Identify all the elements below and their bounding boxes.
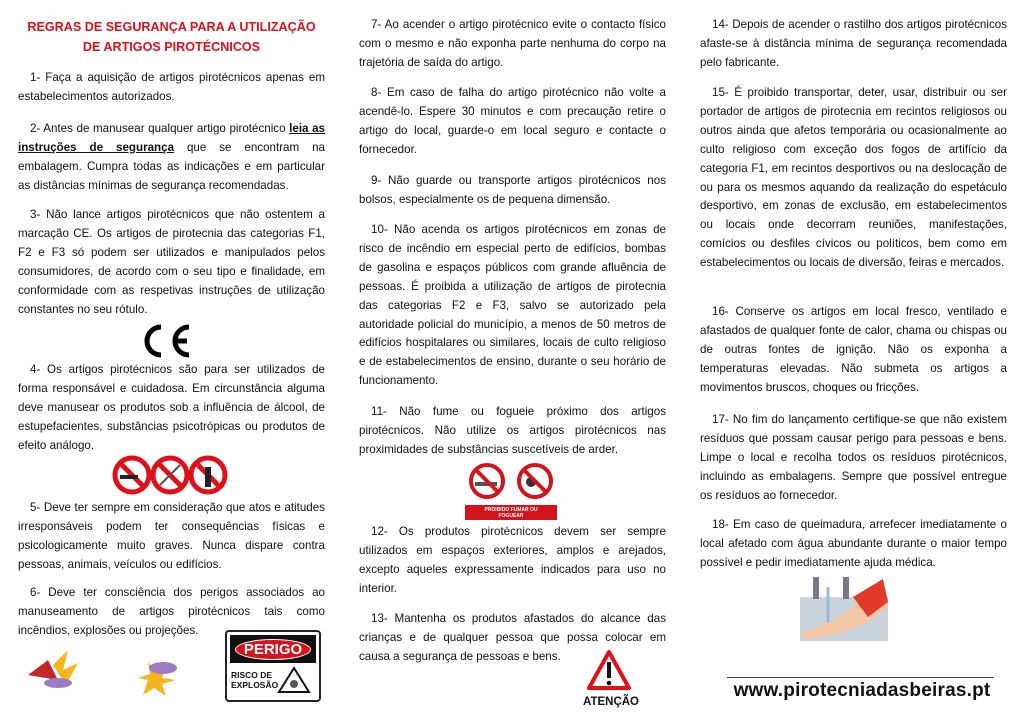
rule-2-emphasis: leia as instruções de segurança (18, 122, 325, 154)
fire-illustration-icon (18, 645, 86, 690)
rule-8: 8- Em caso de falha do artigo pirotécnico não volte a acendê-lo. Espere 30 minutos e com precaução retire o artigo do local, guarde-o em local seguro e contacte o fornecedor. (359, 86, 666, 156)
rule-3: 3- Não lance artigos pirotécnicos que não ostentem a marcação CE. Os artigos de pirotecnia das categorias F1, F2 e F3 só podem ser utilizados e manipulados pelos consumidores, de acordo com o seu tipo e finalidade, em conformidade com as respetivas instruções de utilização constantes no seu rótulo. (18, 208, 325, 316)
burn-treatment-illustration-icon (798, 577, 890, 643)
danger-explosion-sign (225, 630, 321, 702)
ce-mark-icon (137, 323, 193, 359)
rule-14: 14- Depois de acender o rastilho dos artigos pirotécnicos afaste-se à distância mínima de segurança recomendada pelo fabricante. (700, 18, 1007, 69)
website-url[interactable]: www.pirotecniadasbeiras.pt (733, 680, 991, 701)
rule-15: 15- É proibido transportar, deter, usar, distribuir ou ser portador de artigos de pirotecnia em recintos religiosos ou outros ainda que afetos temporária ou ocasionalmente ao culto religioso com exceção dos fogos de artifício da categoria F1, em recintos desportivos ou na deslocação de ou para os mesmos aquando da realização do espetáculo desportivo, em zonas de exclusão, em estabelecimentos ou locais onde decorram reuniões, manifestações, comícios ou desfiles cívicos ou políticos, bem como em estabelecimentos ou locais de diversão, feiras e mercados. (700, 86, 1007, 270)
rule-7: 7- Ao acender o artigo pirotécnico evite o contacto físico com o mesmo e não exponha parte nenhuma do corpo na trajetória de saída do artigo. (359, 18, 666, 69)
perigo-label: PERIGO (235, 639, 311, 660)
attention-label: ATENÇÃO (583, 696, 640, 708)
footer-divider (727, 677, 994, 678)
explosion-warning-icon (277, 666, 311, 694)
proibido-label: PROIBIDO FUMAR OU FOGUEAR (465, 505, 557, 520)
risco-label: RISCO DE EXPLOSÃO (231, 670, 279, 690)
rule-13: 13- Mantenha os produtos afastados do alcance das crianças e de qualquer pessoa que possa colocar em causa a segurança de pessoas e bens. (359, 612, 666, 663)
rule-4: 4- Os artigos pirotécnicos são para ser utilizados de forma responsável e cuidadosa. Em circunstância alguma deve manusear os produtos sob a influência de álcool, de estupefacientes, substâncias psicotrópicas ou produtos de efeito análogo. (18, 363, 325, 452)
rule-2-text-end: que se encontram na embalagem. Cumpra todas as indicações e em particular as distâncias mínimas de segurança recomendadas. (18, 140, 325, 192)
no-smoking-sign (465, 462, 557, 519)
page-title: REGRAS DE SEGURANÇA PARA A UTILIZAÇÃO DE ARTIGOS PIROTÉCNICOS (27, 20, 316, 54)
explosion-illustration-icon (118, 650, 188, 700)
rule-18: 18- Em caso de queimadura, arrefecer imediatamente o local afetado com água abundante durante o maior tempo possível e pedir imediatamente ajuda médica. (700, 518, 1007, 569)
no-smoking-no-fire-icon (465, 462, 557, 500)
rule-10: 10- Não acenda os artigos pirotécnicos em zonas de risco de incêndio em especial perto de edifícios, bombas de gasolina e espaços públicos com grande afluência de pessoas. É proibida a utilização de artigos de pirotecnia das categorias F2 e F3, salvo se autorizado pela autoridade policial do município, a menos de 50 metros de edifícios hospitalares ou similares, locais de culto religioso e de estabelecimentos de ensino, durante o seu horário de funcionamento. (359, 223, 666, 388)
rule-17: 17- No fim do lançamento certifique-se que não existem resíduos que possam causar perigo para pessoas e bens. Limpe o local e recolha todos os resíduos pirotécnicos, incluindo as embalagens. Sempre que possível entregue os resíduos ao fornecedor. (700, 413, 1007, 502)
rule-1: 1- Faça a aquisição de artigos pirotécnicos apenas em estabelecimentos autorizados. (18, 71, 325, 103)
rule-16: 16- Conserve os artigos em local fresco, ventilado e afastados de qualquer fonte de calor, chama ou chispas ou de outras fontes de ignição. Não os exponha a temperaturas elevadas. Não submeta os artigos a movimentos bruscos, choques ou fricções. (700, 305, 1007, 394)
rule-6: 6- Deve ter consciência dos perigos associados ao manuseamento de artigos pirotécnicos tais como incêndios, explosões ou projeções. (18, 586, 325, 637)
rule-11: 11- Não fume ou fogueie próximo dos artigos pirotécnicos. Não utilize os artigos pirotécnicos nas proximidades de substâncias suscetíveis de arder. (359, 405, 666, 456)
no-smoking-drugs-alcohol-icon (112, 455, 228, 495)
rule-5: 5- Deve ter sempre em consideração que atos e atitudes irresponsáveis podem ter consequências físicas e psicologicamente muito graves. Nunca dispare contra pessoas, animais, veículos ou edifícios. (18, 501, 325, 571)
warning-triangle-icon (586, 649, 632, 691)
rule-12: 12- Os produtos pirotécnicos devem ser sempre utilizados em espaços exteriores, amplos e arejados, excepto aqueles expressamente indicados para uso no interior. (359, 525, 666, 595)
rule-2-text: 2- Antes de manusear qualquer artigo pirotécnico (30, 122, 290, 135)
rule-9: 9- Não guarde ou transporte artigos pirotécnicos nos bolsos, especialmente os de pequena dimensão. (359, 174, 666, 206)
rule-2 (18, 120, 325, 196)
